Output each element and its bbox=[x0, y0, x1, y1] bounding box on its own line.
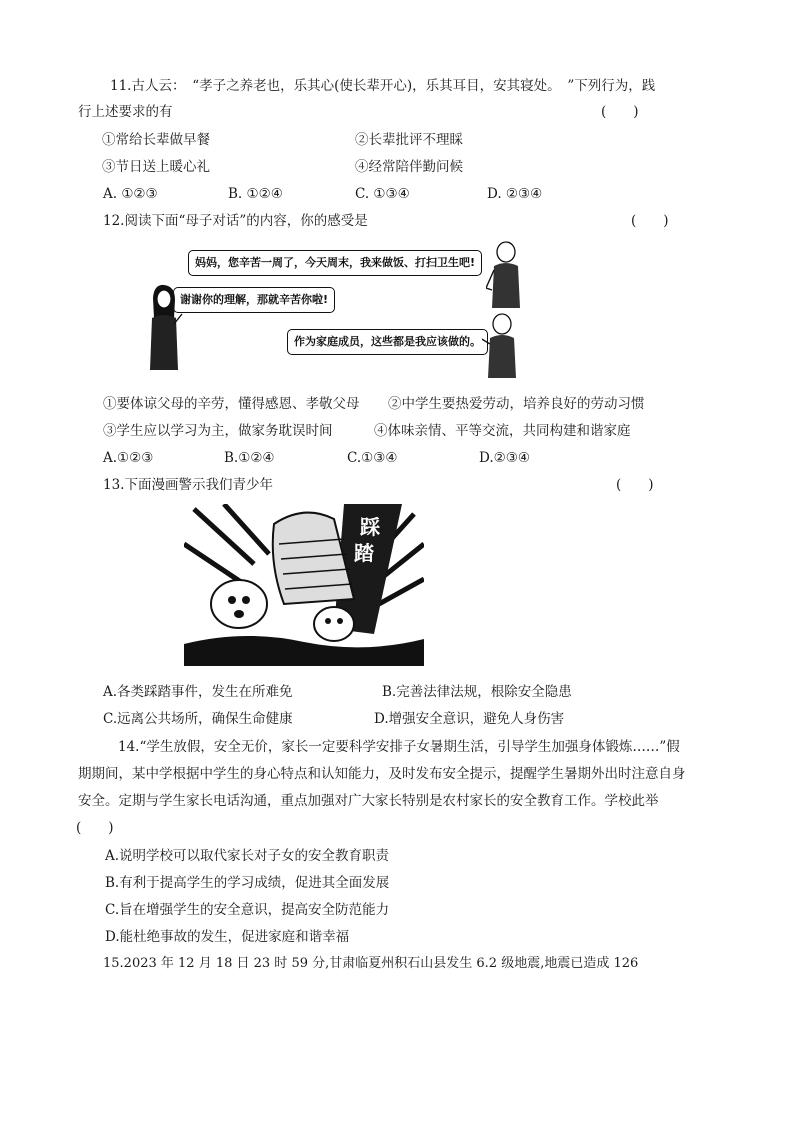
dialogue-bubble-son-1: 妈妈，您辛苦一周了，今天周末，我来做饭、打扫卫生吧! bbox=[188, 250, 482, 276]
q11-stem-line2: 行上述要求的有 bbox=[78, 104, 173, 120]
q12-option-d[interactable]: D.②③④ bbox=[479, 450, 530, 466]
q14-option-a[interactable]: A.说明学校可以取代家长对子女的安全教育职责 bbox=[105, 848, 390, 864]
q14-stem-line3: 安全。定期与学生家长电话沟通，重点加强对广大家长特别是农村家长的安全教育工作。学校此举 bbox=[78, 793, 659, 809]
q11-option-c[interactable]: C. ①③④ bbox=[355, 186, 410, 202]
q11-answer-paren[interactable]: ( ) bbox=[601, 104, 639, 120]
q11-statement-2: ②长辈批评不理睬 bbox=[355, 132, 463, 148]
q14-stem-line2: 期期间，某中学根据中学生的身心特点和认知能力，及时发布安全提示，提醒学生暑期外出时注意自身 bbox=[78, 766, 686, 782]
q12-statement-2: ②中学生要热爱劳动，培养良好的劳动习惯 bbox=[388, 396, 645, 412]
q15-stem-line1: 15.2023 年 12 月 18 日 23 时 59 分,甘肃临夏州积石山县发生 6.2 级地震,地震已造成 126 bbox=[103, 956, 639, 971]
q13-option-d[interactable]: D.增强安全意识，避免人身伤害 bbox=[374, 711, 565, 727]
dialogue-bubble-mother: 谢谢你的理解，那就辛苦你啦! bbox=[173, 287, 335, 313]
q12-statement-3: ③学生应以学习为主，做家务耽误时间 bbox=[103, 423, 333, 439]
son-figure-icon bbox=[486, 240, 526, 310]
q13-option-b[interactable]: B.完善法律法规，根除安全隐患 bbox=[382, 684, 572, 700]
q14-option-c[interactable]: C.旨在增强学生的安全意识，提高安全防范能力 bbox=[105, 902, 390, 918]
q11-statement-4: ④经常陪伴勤问候 bbox=[355, 159, 463, 175]
q13-stem: 13.下面漫画警示我们青少年 bbox=[103, 477, 273, 493]
son-figure-icon-2 bbox=[482, 312, 522, 378]
q12-statement-1: ①要体谅父母的辛劳，懂得感恩、孝敬父母 bbox=[103, 396, 360, 412]
q12-option-b[interactable]: B.①②④ bbox=[224, 450, 275, 466]
mother-figure-icon bbox=[144, 284, 184, 370]
q11-option-a[interactable]: A. ①②③ bbox=[103, 186, 158, 202]
q11-option-b[interactable]: B. ①②④ bbox=[228, 186, 283, 202]
q14-stem-line1: 14.“学生放假，安全无价，家长一定要科学安排子女暑期生活，引导学生加强身体锻炼……”假 bbox=[118, 739, 680, 755]
q11-statement-3: ③节日送上暖心礼 bbox=[102, 159, 210, 175]
comic-label-1: 踩 bbox=[360, 515, 380, 539]
q11-option-d[interactable]: D. ②③④ bbox=[487, 186, 543, 202]
q14-option-d[interactable]: D.能杜绝事故的发生，促进家庭和谐幸福 bbox=[105, 929, 350, 945]
q14-answer-paren[interactable]: ( ) bbox=[76, 820, 114, 836]
q11-stem-line1: 11.古人云： “孝子之养老也，乐其心(使长辈开心)，乐其耳目，安其寝处。 ”下列行为，践 bbox=[110, 78, 656, 94]
dialogue-bubble-son-2: 作为家庭成员，这些都是我应该做的。 bbox=[287, 329, 488, 355]
stampede-comic-image bbox=[184, 504, 424, 666]
comic-label-2: 踏 bbox=[354, 541, 374, 565]
q12-stem: 12.阅读下面“母子对话”的内容，你的感受是 bbox=[103, 213, 368, 229]
q12-option-c[interactable]: C.①③④ bbox=[347, 450, 398, 466]
q13-answer-paren[interactable]: ( ) bbox=[616, 477, 654, 493]
q12-answer-paren[interactable]: ( ) bbox=[631, 213, 669, 229]
q11-statement-1: ①常给长辈做早餐 bbox=[102, 132, 210, 148]
q14-option-b[interactable]: B.有利于提高学生的学习成绩，促进其全面发展 bbox=[105, 875, 390, 891]
q12-option-a[interactable]: A.①②③ bbox=[103, 450, 154, 466]
q13-option-c[interactable]: C.远离公共场所，确保生命健康 bbox=[103, 711, 293, 727]
q12-statement-4: ④体味亲情、平等交流，共同构建和谐家庭 bbox=[374, 423, 631, 439]
q13-option-a[interactable]: A.各类踩踏事件，发生在所难免 bbox=[103, 684, 293, 700]
